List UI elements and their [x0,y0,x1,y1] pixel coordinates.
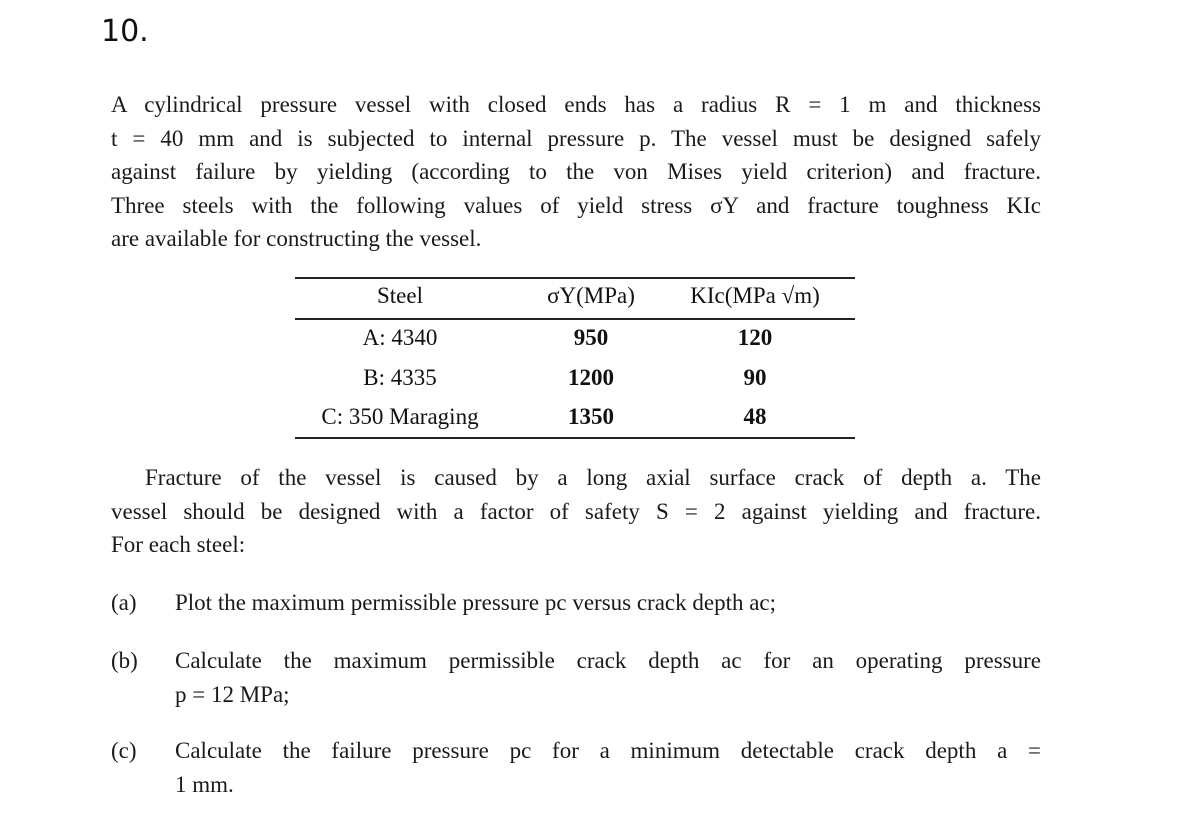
item-label: (c) [111,738,137,763]
item-text [175,734,1041,801]
crack-paragraph [111,461,1041,562]
item-label: (b) [111,648,138,673]
table-cell-steel: A: 4340 [362,325,438,350]
table-cell-toughness: 48 [743,404,767,429]
item-line: p = 12 MPa; [175,681,290,707]
table-header-rule [295,318,855,320]
table-cell-steel: C: 350 Maraging [321,404,479,429]
intro-line: against failure by yielding (according to the von Mises yield criterion) and fracture. [111,159,1041,184]
table-cell-steel: B: 4335 [363,365,437,390]
intro-line: are available for constructing the vessel. [111,226,482,251]
item-line: 1 mm. [175,771,234,797]
intro-paragraph [111,88,1041,256]
question-number: 10. [101,14,149,49]
table-bottom-rule [295,437,855,439]
table-cell-yield: 1350 [568,404,614,429]
intro-line: A cylindrical pressure vessel with closed ends has a radius R = 1 m and thickness [111,92,1041,117]
item-line: Calculate the maximum permissible crack depth ac for an operating pressure [175,648,1041,673]
table-cell-yield: 1200 [568,365,614,390]
table-cell-toughness: 120 [737,325,773,350]
crack-line: For each steel: [111,532,246,557]
item-text [175,586,1041,620]
table-header-steel: Steel [377,283,423,308]
table-cell-yield: 950 [573,325,609,350]
item-text [175,644,1041,711]
intro-line: Three steels with the following values of yield stress σY and fracture toughness KIc [111,192,1041,218]
table-header-yield-stress: σY(MPa) [547,283,635,308]
crack-line: Fracture of the vessel is caused by a long axial surface crack of depth a. The [145,465,1041,490]
table-header-toughness: KIc(MPa √m) [690,283,820,308]
item-label: (a) [111,590,137,615]
table-cell-toughness: 90 [743,365,767,390]
item-line: Calculate the failure pressure pc for a minimum detectable crack depth a = [175,738,1041,763]
intro-line: t = 40 mm and is subjected to internal pressure p. The vessel must be designed safely [111,125,1041,151]
crack-line: vessel should be designed with a factor of safety S = 2 against yielding and fracture. [111,498,1041,524]
table-top-rule [295,277,855,279]
item-line: Plot the maximum permissible pressure pc versus crack depth ac; [175,590,777,615]
